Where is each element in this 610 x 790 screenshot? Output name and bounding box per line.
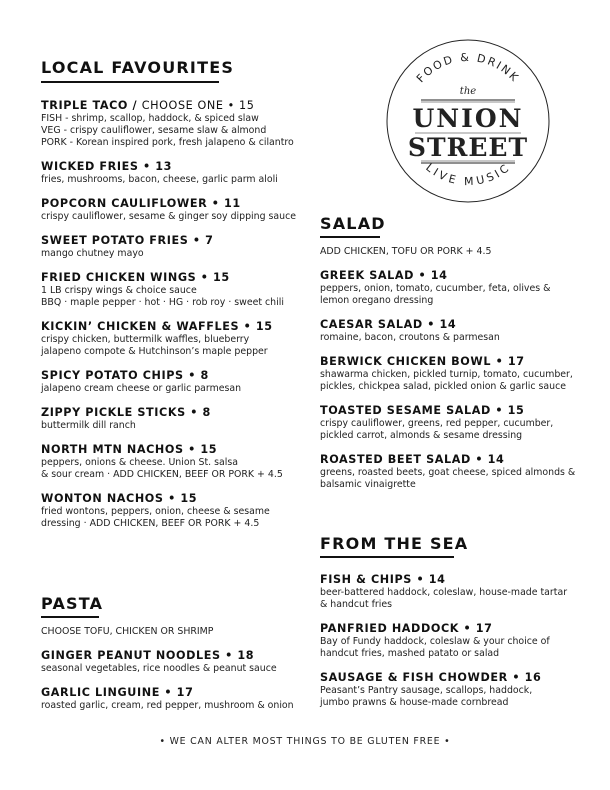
menu-item-title: CAESAR SALAD • 14 bbox=[320, 318, 457, 331]
menu-item-name bbox=[41, 233, 296, 248]
menu-item bbox=[41, 405, 296, 432]
section-underline bbox=[320, 236, 380, 238]
section-underline bbox=[320, 556, 454, 558]
menu-item bbox=[320, 317, 575, 344]
menu-item-option: CHOOSE ONE • 15 bbox=[141, 99, 255, 112]
menu-item-title: ROASTED BEET SALAD • 14 bbox=[320, 453, 505, 466]
menu-item-description: BBQ · maple pepper · hot · HG · rob roy · sweet chili bbox=[41, 297, 284, 308]
menu-item-title: SAUSAGE & FISH CHOWDER • 16 bbox=[320, 671, 542, 684]
menu-item-name bbox=[41, 196, 296, 211]
menu-item-title: SWEET POTATO FRIES • 7 bbox=[41, 234, 214, 247]
menu-item-name bbox=[320, 621, 567, 636]
menu-item bbox=[41, 368, 296, 395]
menu-item-name bbox=[41, 648, 294, 663]
menu-item bbox=[41, 319, 296, 358]
menu-item-title: GINGER PEANUT NOODLES • 18 bbox=[41, 649, 255, 662]
svg-text:LIVE MUSIC bbox=[423, 161, 512, 188]
section-title-local-favourites: LOCAL FAVOURITES bbox=[41, 58, 235, 77]
menu-item-description: buttermilk dill ranch bbox=[41, 420, 136, 431]
menu-item-title: BERWICK CHICKEN BOWL • 17 bbox=[320, 355, 525, 368]
menu-item-description: Peasant’s Pantry sausage, scallops, haddock, bbox=[320, 685, 533, 696]
menu-item-description: & sour cream · ADD CHICKEN, BEEF OR PORK + 4.5 bbox=[41, 469, 283, 480]
menu-item-description: PORK - Korean inspired pork, fresh jalapeno & cilantro bbox=[41, 137, 294, 148]
menu-item-description: jalapeno cream cheese or garlic parmesan bbox=[41, 383, 242, 394]
section-title-pasta: PASTA bbox=[41, 594, 104, 613]
menu-item-description: beer-battered haddock, coleslaw, house-made tartar bbox=[320, 587, 568, 598]
union-street-logo bbox=[385, 38, 551, 204]
menu-item-description: peppers, onion, tomato, cucumber, feta, olives & bbox=[320, 283, 551, 294]
menu-item-description: jalapeno compote & Hutchinson’s maple pepper bbox=[41, 346, 268, 357]
menu-item bbox=[320, 572, 567, 611]
menu-item-description: crispy chicken, buttermilk waffles, blueberry bbox=[41, 334, 250, 345]
menu-item-description: handcut fries, mashed patato or salad bbox=[320, 648, 500, 659]
menu-item-title: SPICY POTATO CHIPS • 8 bbox=[41, 369, 209, 382]
menu-item-name bbox=[41, 319, 296, 334]
local-favourites-list bbox=[41, 98, 296, 540]
menu-item-description: & handcut fries bbox=[320, 599, 393, 610]
salad-add-note: ADD CHICKEN, TOFU OR PORK + 4.5 bbox=[320, 246, 492, 257]
menu-item-name bbox=[41, 270, 296, 285]
menu-item-title: PANFRIED HADDOCK • 17 bbox=[320, 622, 493, 635]
menu-item bbox=[320, 268, 575, 307]
menu-item-description: fries, mushrooms, bacon, cheese, garlic parm aloli bbox=[41, 174, 278, 185]
menu-item bbox=[41, 270, 296, 309]
menu-item-title: GARLIC LINGUINE • 17 bbox=[41, 686, 194, 699]
menu-item-title: ZIPPY PICKLE STICKS • 8 bbox=[41, 406, 211, 419]
menu-item-description: peppers, onions & cheese. Union St. salsa bbox=[41, 457, 238, 468]
menu-item-title: FRIED CHICKEN WINGS • 15 bbox=[41, 271, 230, 284]
menu-item bbox=[41, 491, 296, 530]
menu-item-name bbox=[41, 405, 296, 420]
section-underline bbox=[41, 81, 219, 83]
menu-item bbox=[320, 403, 575, 442]
section-underline bbox=[41, 616, 99, 618]
menu-item-description: shawarma chicken, pickled turnip, tomato, cucumber, bbox=[320, 369, 573, 380]
menu-item-name bbox=[320, 452, 575, 467]
menu-item bbox=[320, 452, 575, 491]
menu-item-description: dressing · ADD CHICKEN, BEEF OR PORK + 4.5 bbox=[41, 518, 260, 529]
menu-item bbox=[320, 670, 567, 709]
menu-item-name bbox=[320, 268, 575, 283]
gluten-free-note: • WE CAN ALTER MOST THINGS TO BE GLUTEN FREE • bbox=[159, 736, 451, 747]
menu-item-name bbox=[41, 685, 294, 700]
menu-item-description: roasted garlic, cream, red pepper, mushroom & onion bbox=[41, 700, 294, 711]
menu-item-title: KICKIN’ CHICKEN & WAFFLES • 15 bbox=[41, 320, 273, 333]
logo-bottom-text: LIVE MUSIC bbox=[423, 160, 513, 189]
menu-item-title: WONTON NACHOS • 15 bbox=[41, 492, 198, 505]
menu-item-description: lemon oregano dressing bbox=[320, 295, 434, 306]
menu-item bbox=[41, 233, 296, 260]
menu-item-title: GREEK SALAD • 14 bbox=[320, 269, 448, 282]
menu-item-description: 1 LB crispy wings & choice sauce bbox=[41, 285, 197, 296]
menu-item-name bbox=[320, 403, 575, 418]
menu-item bbox=[41, 648, 294, 675]
menu-item bbox=[41, 442, 296, 481]
menu-item-description: VEG - crispy cauliflower, sesame slaw & almond bbox=[41, 125, 267, 136]
menu-item bbox=[41, 685, 294, 712]
menu-item-name bbox=[41, 491, 296, 506]
logo-top-text: FOOD & DRINK bbox=[413, 50, 523, 86]
logo-the: the bbox=[459, 86, 477, 97]
section-title-salad: SALAD bbox=[320, 214, 386, 233]
section-title-from-the-sea: FROM THE SEA bbox=[320, 534, 469, 553]
salad-list bbox=[320, 246, 575, 501]
menu-item-description: fried wontons, peppers, onion, cheese & sesame bbox=[41, 506, 270, 517]
menu-item-name bbox=[41, 368, 296, 383]
menu-item-name bbox=[320, 572, 567, 587]
menu-item-description: Bay of Fundy haddock, coleslaw & your choice of bbox=[320, 636, 550, 647]
menu-item-description: crispy cauliflower, greens, red pepper, cucumber, bbox=[320, 418, 554, 429]
pasta-list bbox=[41, 626, 294, 722]
menu-item-description: pickles, chickpea salad, pickled onion & garlic sauce bbox=[320, 381, 567, 392]
menu-item-title: NORTH MTN NACHOS • 15 bbox=[41, 443, 218, 456]
menu-item bbox=[320, 621, 567, 660]
menu-item bbox=[41, 159, 296, 186]
menu-item-description: seasonal vegetables, rice noodles & peanut sauce bbox=[41, 663, 277, 674]
menu-item-title: TOASTED SESAME SALAD • 15 bbox=[320, 404, 525, 417]
menu-item-description: crispy cauliflower, sesame & ginger soy dipping sauce bbox=[41, 211, 296, 222]
menu-item-description: FISH - shrimp, scallop, haddock, & spiced slaw bbox=[41, 113, 259, 124]
menu-item bbox=[41, 98, 296, 149]
menu-item-name bbox=[320, 354, 575, 369]
menu-item-description: romaine, bacon, croutons & parmesan bbox=[320, 332, 500, 343]
menu-item-description: greens, roasted beets, goat cheese, spiced almonds & bbox=[320, 467, 576, 478]
menu-item bbox=[320, 354, 575, 393]
logo-union: UNION bbox=[412, 104, 524, 133]
menu-item-name bbox=[41, 442, 296, 457]
menu-item bbox=[41, 196, 296, 223]
menu-item-name bbox=[41, 98, 296, 113]
pasta-protein-note: CHOOSE TOFU, CHICKEN OR SHRIMP bbox=[41, 626, 214, 637]
menu-item-title: WICKED FRIES • 13 bbox=[41, 160, 173, 173]
menu-item-name bbox=[41, 159, 296, 174]
menu-item-description: pickled carrot, almonds & sesame dressing bbox=[320, 430, 523, 441]
menu-item-name bbox=[320, 670, 567, 685]
menu-item-name bbox=[320, 317, 575, 332]
menu-item-description: jumbo prawns & house-made cornbread bbox=[320, 697, 509, 708]
from-the-sea-list bbox=[320, 572, 567, 719]
menu-item-title: FISH & CHIPS • 14 bbox=[320, 573, 446, 586]
menu-item-title: POPCORN CAULIFLOWER • 11 bbox=[41, 197, 241, 210]
svg-text:FOOD & DRINK bbox=[414, 51, 522, 85]
menu-item-description: mango chutney mayo bbox=[41, 248, 144, 259]
menu-item-title: TRIPLE TACO / bbox=[41, 99, 138, 112]
logo-street: STREET bbox=[407, 133, 529, 162]
menu-item-description: balsamic vinaigrette bbox=[320, 479, 416, 490]
